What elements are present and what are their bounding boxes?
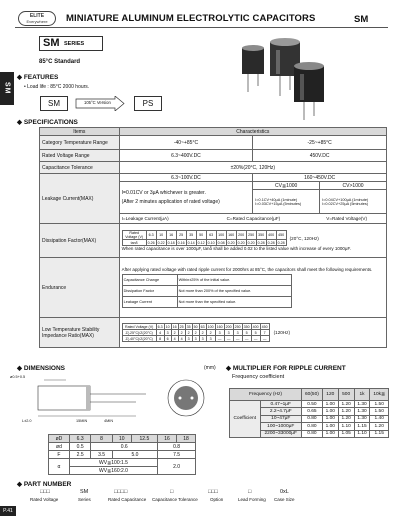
side-tab: SM (0, 72, 14, 105)
ripple-table: Frequency (Hz) 60(50) 120 500 1k 10k≦ Coefficient 0.47~1μF 0.50 1.00 1.20 1.30 1.50 2.2~4.7μF 0.65 1.00 1.20 1.30 1.50 10~47μF 0.80 1.00 1.20 1.30 1.40 100~1000μF 0.80 1.00 1.10 1.15 1.20 2200~33000μF 0.80 1.00 1.05 1.10 1.15 (229, 388, 389, 438)
part-example-case: 0xL (280, 489, 289, 495)
part-label-option: Option (210, 497, 224, 502)
dim-lead2-label: 4MIN (104, 419, 114, 423)
cat-temp-v1: -40~+85°C (119, 136, 253, 150)
cat-temp-v2: -25~+85°C (253, 136, 387, 150)
part-label-tol: Capacitance Tolerance (152, 497, 198, 502)
ripple-heading: ◆ MULTIPLIER FOR RIPPLE CURRENT (226, 365, 346, 372)
col-items: Items (40, 128, 120, 136)
version-arrow-label: 105°C Version (84, 100, 111, 105)
leakage-label: Leakage Current(MAX) (40, 174, 120, 224)
dissipation-label: Dissipation Factor(MAX) (40, 224, 120, 258)
capacitor-photo (236, 36, 344, 122)
part-example-lead: □ (248, 489, 252, 495)
part-example-voltage: □□□ (40, 489, 50, 495)
dissipation-note: When rated capacitance is over 1000μF, tanδ shall be added 0.02 to the listed value with increase of every 1000μF. (121, 246, 351, 251)
rated-v-v2: 450V.DC (253, 150, 387, 162)
version-to: PS (134, 96, 162, 111)
version-from: SM (40, 96, 68, 111)
part-example-tol: □ (170, 489, 174, 495)
dimensions-table: øD 6.3 8 10 12.5 16 18 ød 0.5 0.6 0.8 F 2.5 3.5 5.0 7.5 α WV≦100:1.5 2.0 WV≧160:2.0 (48, 434, 196, 475)
part-example-cap: □□□□ (114, 489, 128, 495)
ripple-sub: Frequency coefficient (232, 374, 285, 380)
part-number-heading: ◆ PART NUMBER (17, 481, 72, 488)
part-label-cap: Rated Capacitance (108, 497, 147, 502)
dimensions-unit: (mm) (204, 365, 216, 371)
dimensions-heading: ◆ DIMENSIONS (17, 365, 65, 372)
lowtemp-label: Low Temperature Stability Impedance Ratio(MAX) (40, 318, 120, 348)
spec-table: Items Characteristics Category Temperature Range -40~+85°C -25~+85°C Rated Voltage Range 6.3~400V.DC 450V.DC Capacitance Tolerance ±20%(20°C, 120Hz) Leakage Current(MAX) 6.3~100V.DC 160~450V.DC I=0.01CV or 3μA whichever is greater. (After 2 minutes application of rated voltage) CV≦1000 CV>1000 I=0.1CV+40μA (1minute) I=0.03CV+15μA (5minutes) I=0.04CV+100μA (1minute) I=0.02CV+25μA (5minutes) I=Leakage Current(μA) C=Rated Capacitance(μF) V=Rated Voltage(V) Dissipation Factor(MAX) Rated Voltage (V) 6.3 10 16 25 35 50 63 100 160 200 250 350 400 450 tanδ 0.26 0.22 0.18 0.16 0.14 0.12 0.10 0.08 0.20 0.20 0.20 0.28 0.28 0.28 (20°C, 120Hz) When rated capacitance is over 1000μF, tanδ shall be added 0.02 to the listed value with increase of every 1000μF. Endurance After applying rated voltage with rated ripple current for 2000hrs at 85°C, the capacitors shall meet the following requirements. Capacitance Change Within±25% of the initial value. Dissipation Factor Not more than 200% of the specified value. Leakage Current Not more than the specified value. Low Temperature Stability Impedance Ratio(MAX) Rated Voltage (V) 6.3 10 16 25 35 50 63 100 160 200 250 350 400 450 Z(-25°C)/Z(20°C) 4 3 2 2 2 2 2 2 3 3 3 5 5 7 Z(-40°C)/Z(20°C) 8 6 4 4 3 3 3 3 — — — — — — (120Hz) (39, 127, 387, 348)
rated-v-label: Rated Voltage Range (40, 150, 120, 162)
cap-tol-label: Capacitance Tolerance (40, 162, 120, 174)
series-code-header: SM (354, 14, 369, 25)
brand-logo: ELITE Everywhere (18, 11, 56, 26)
standard-label: 85°C Standard (39, 59, 81, 65)
header-divider (15, 27, 388, 28)
part-example-series: SM (80, 489, 89, 495)
part-label-case: Case Size (274, 497, 295, 502)
col-characteristics: Characteristics (119, 128, 386, 136)
part-label-lead: Lead Forming (238, 497, 266, 502)
series-box: SM SERIES (39, 36, 103, 51)
rated-v-v1: 6.3~400V.DC (119, 150, 253, 162)
cap-tol-v: ±20%(20°C, 120Hz) (119, 162, 386, 174)
specifications-heading: ◆ SPECIFICATIONS (17, 119, 78, 126)
page-title: MINIATURE ALUMINUM ELECTROLYTIC CAPACITORS (66, 13, 316, 24)
cat-temp-label: Category Temperature Range (40, 136, 120, 150)
part-example-option: □□□ (208, 489, 218, 495)
endurance-label: Endurance (40, 258, 120, 318)
dissipation-table: Rated Voltage (V) 6.3 10 16 25 35 50 63 100 160 200 250 350 400 450 tanδ 0.26 0.22 0.18 0.16 0.14 0.12 0.10 0.08 0.20 0.20 0.20 0.28 0.28 0.28 (122, 230, 287, 246)
dim-sleeve-label: ø0.5+0.5 (10, 375, 26, 379)
dimension-drawing (36, 372, 236, 428)
feature-item: • Load life : 85°C 2000 hours. (24, 84, 90, 90)
dim-lead-label: 15MIN (76, 419, 88, 423)
page-code: P.41 (0, 506, 16, 516)
part-label-voltage: Rated Voltage (30, 497, 59, 502)
part-label-series: Series (78, 497, 91, 502)
features-heading: ◆ FEATURES (17, 74, 59, 81)
endurance-table: Capacitance Change Within±25% of the initial value. Dissipation Factor Not more than 200% of the specified value. Leakage Current Not more than the specified value. (122, 274, 292, 308)
lowtemp-table: Rated Voltage (V) 6.3 10 16 25 35 50 63 100 160 200 250 350 400 450 Z(-25°C)/Z(20°C) 4 3 2 2 2 2 2 2 3 3 3 5 5 7 Z(-40°C)/Z(20°C) 8 6 4 4 3 3 3 3 — — — — — — (122, 323, 270, 342)
dim-L-label: L±2.0 (22, 419, 32, 423)
